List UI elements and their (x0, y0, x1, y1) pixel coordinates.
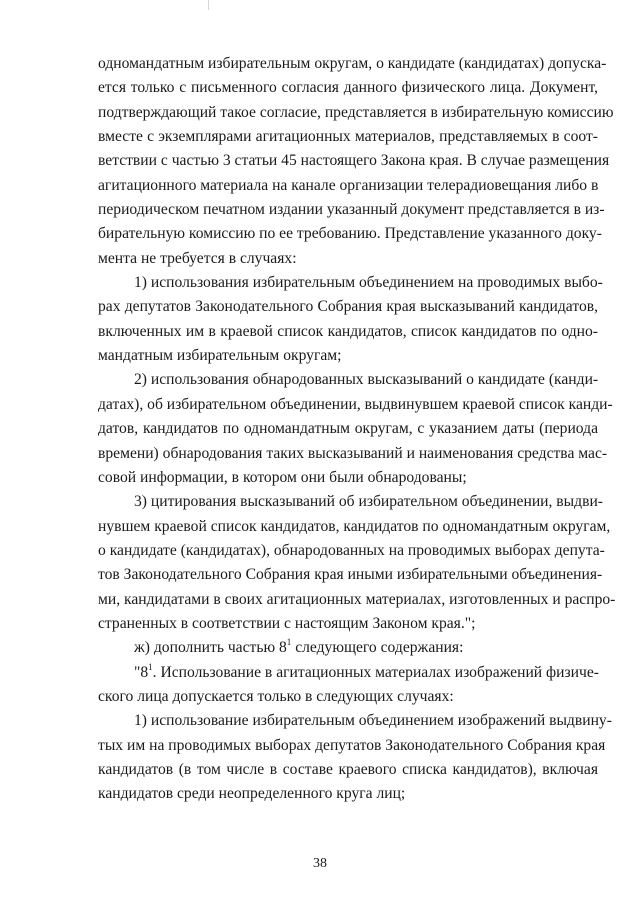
text-line: бирательную комиссию по ее требованию. Представление указанного доку- (98, 225, 602, 243)
text-line: нувшем краевой список кандидатов, кандидатов по одномандатным округам, (98, 517, 611, 535)
list-item-line: 1) использование избирательным объединением изображений выдвину- (134, 712, 612, 730)
text-line: периодическом печатном издании указанный документ представляется в из- (98, 201, 605, 219)
text-line: совой информации, в котором они были обнародованы; (98, 468, 467, 486)
list-item-2-line: 2) использования обнародованных высказываний о кандидате (канди- (134, 371, 599, 389)
text-line: ского лица допускается только в следующих случаях: (98, 687, 454, 705)
scan-mark (208, 0, 209, 10)
list-item-1-line: 1) использования избирательным объединением на проводимых выбо- (134, 274, 603, 292)
amendment-prefix: ж) дополнить частью 8 (134, 639, 287, 657)
text-line: о кандидате (кандидатах), обнародованных на проводимых выборах депута- (98, 541, 605, 559)
text-line: ется только с письменного согласия данного физического лица. Документ, (98, 79, 598, 97)
text-line: мандатным избирательным округам; (98, 347, 342, 365)
text-line: кандидатов среди неопределенного круга лиц; (98, 785, 406, 803)
text-line: рах депутатов Законодательного Собрания края высказываний кандидатов, (98, 298, 598, 316)
text-line: тов Законодательного Собрания края иными избирательными объединения- (98, 566, 603, 584)
text-line: включенных им в краевой список кандидатов, список кандидатов по одно- (98, 322, 598, 340)
text-line: вместе с экземплярами агитационных материалов, представляемых в соот- (98, 128, 598, 146)
text-line: тых им на проводимых выборах депутатов Законодательного Собрания края (98, 736, 606, 754)
article-suffix: . Использование в агитационных материалах изображений физиче- (152, 663, 599, 681)
text-line: агитационного материала на канале организации телерадиовещания либо в (98, 176, 599, 194)
text-line: ми, кандидатами в своих агитационных материалах, изготовленных и распро- (98, 590, 616, 608)
text-line: подтверждающий такое согласие, представляется в избирательную комиссию (98, 103, 614, 121)
text-line: ветствии с частью 3 статьи 45 настоящего Закона края. В случае размещения (98, 152, 610, 170)
amendment-superscript: 1 (286, 637, 292, 648)
text-line: страненных в соответствии с настоящим Законом края."; (98, 614, 476, 632)
text-line: мента не требуется в случаях: (98, 249, 297, 267)
text-line: датов, кандидатов по одномандатным округам, с указанием даты (периода (98, 420, 598, 438)
text-line: одномандатным избирательным округам, о кандидате (кандидатах) допуска- (98, 55, 607, 72)
body-text (98, 52, 616, 807)
list-item-3-line: 3) цитирования высказываний об избирательном объединении, выдви- (134, 493, 603, 511)
article-heading-line (98, 661, 598, 685)
text-line: датах), об избирательном объединении, выдвинувшем краевой список канди- (98, 395, 613, 413)
text-line: кандидатов (в том числе в составе краевого списка кандидатов), включая (98, 760, 598, 778)
page-number: 38 (313, 856, 327, 871)
amendment-line (98, 636, 598, 660)
amendment-suffix: следующего содержания: (291, 639, 464, 657)
text-line: времени) обнародования таких высказываний и наименования средства мас- (98, 444, 608, 462)
article-superscript: 1 (148, 661, 153, 672)
article-prefix: "8 (134, 663, 149, 681)
